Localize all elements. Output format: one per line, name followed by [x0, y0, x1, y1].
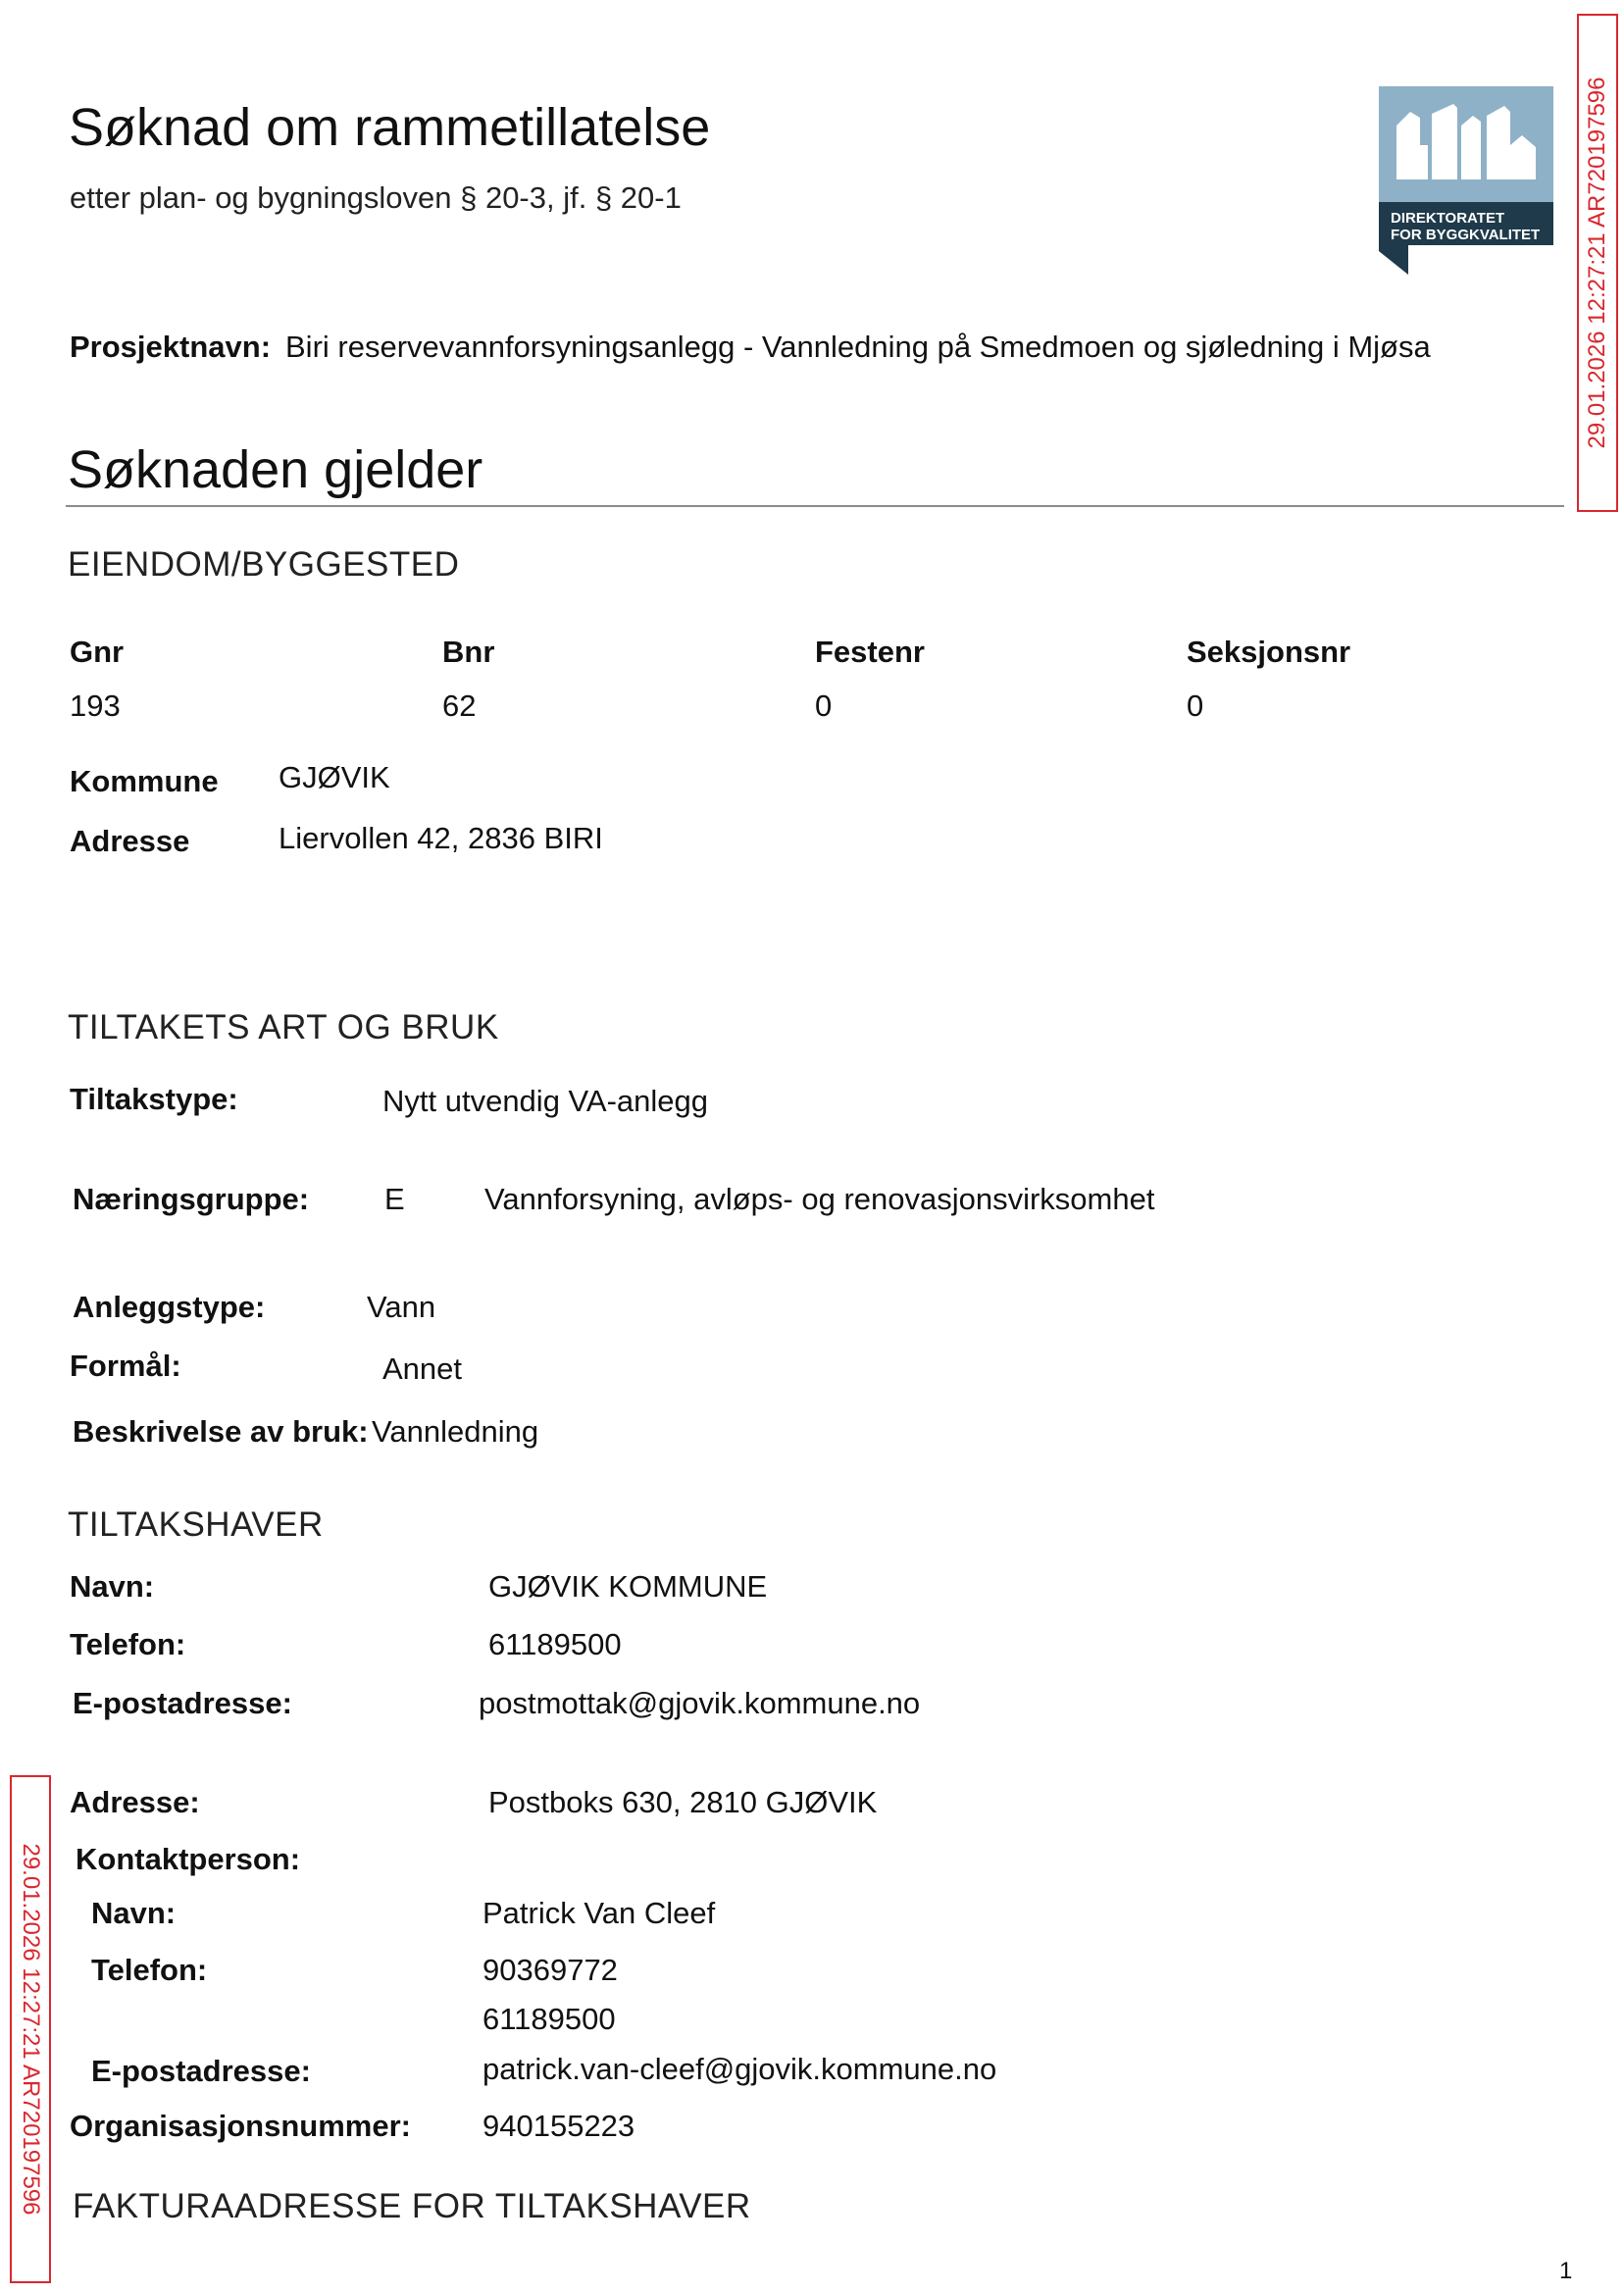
property-heading: EIENDOM/BYGGESTED	[68, 545, 460, 584]
th-epost-value: postmottak@gjovik.kommune.no	[479, 1686, 921, 1720]
th-telefon-label: Telefon:	[70, 1627, 186, 1661]
property-col-seksjonsnr: Seksjonsnr	[1187, 635, 1351, 669]
bruk-label: Beskrivelse av bruk:	[73, 1414, 369, 1449]
section-divider	[66, 505, 1564, 507]
project-label: Prosjektnavn:	[70, 330, 272, 364]
anleggstype-value: Vann	[367, 1290, 436, 1324]
logo-line-1: DIREKTORATET	[1391, 210, 1505, 227]
th-navn-value: GJØVIK KOMMUNE	[488, 1569, 768, 1604]
stamp-bottom-left-text: 29.01.2026 12:27:21 AR720197596	[18, 1843, 44, 2216]
kp-navn-value: Patrick Van Cleef	[482, 1896, 716, 1930]
kp-navn-label: Navn:	[91, 1896, 177, 1930]
formal-value: Annet	[382, 1351, 463, 1386]
tiltakstype-label: Tiltakstype:	[70, 1082, 238, 1116]
th-telefon-value: 61189500	[488, 1627, 622, 1661]
property-val-festenr: 0	[815, 688, 833, 723]
kommune-label: Kommune	[70, 764, 219, 798]
formal-label: Formål:	[70, 1349, 181, 1383]
th-adresse-value: Postboks 630, 2810 GJØVIK	[488, 1785, 878, 1819]
naering-value: Vannforsyning, avløps- og renovasjonsvirksomhet	[484, 1182, 1155, 1216]
kp-epost-value: patrick.van-cleef@gjovik.kommune.no	[482, 2052, 997, 2086]
orgnr-value: 940155223	[482, 2109, 635, 2143]
anleggstype-label: Anleggstype:	[73, 1290, 266, 1324]
orgnr-label: Organisasjonsnummer:	[70, 2109, 411, 2143]
stamp-top-right	[1577, 14, 1618, 512]
property-val-seksjonsnr: 0	[1187, 688, 1204, 723]
faktura-heading: FAKTURAADRESSE FOR TILTAKSHAVER	[73, 2187, 751, 2225]
tiltakshaver-heading: TILTAKSHAVER	[68, 1505, 324, 1544]
document-title: Søknad om rammetillatelse	[69, 98, 711, 157]
property-val-bnr: 62	[442, 688, 477, 723]
kp-telefon-value-1: 90369772	[482, 1953, 618, 1987]
tiltak-heading: TILTAKETS ART OG BRUK	[68, 1008, 499, 1046]
property-col-gnr: Gnr	[70, 635, 125, 669]
naering-label: Næringsgruppe:	[73, 1182, 310, 1216]
bruk-value: Vannledning	[372, 1414, 539, 1449]
section-title: Søknaden gjelder	[68, 440, 483, 499]
th-adresse-label: Adresse:	[70, 1785, 200, 1819]
naering-code: E	[384, 1182, 405, 1216]
kp-telefon-label: Telefon:	[91, 1953, 208, 1987]
kontaktperson-label: Kontaktperson:	[76, 1842, 301, 1876]
stamp-bottom-left	[10, 1775, 51, 2283]
th-epost-label: E-postadresse:	[73, 1686, 292, 1720]
kommune-value: GJØVIK	[279, 760, 390, 794]
adresse-value: Liervollen 42, 2836 BIRI	[279, 821, 603, 855]
th-navn-label: Navn:	[70, 1569, 155, 1604]
tiltakstype-value: Nytt utvendig VA-anlegg	[382, 1084, 709, 1118]
logo-flag	[1379, 245, 1408, 275]
property-col-festenr: Festenr	[815, 635, 925, 669]
adresse-label: Adresse	[70, 824, 190, 858]
page-number: 1	[1559, 2258, 1573, 2284]
kp-epost-label: E-postadresse:	[91, 2054, 311, 2088]
project-value: Biri reservevannforsyningsanlegg - Vannledning på Smedmoen og sjøledning i Mjøsa	[285, 330, 1431, 364]
dibk-logo	[1379, 86, 1553, 275]
logo-line-2: FOR BYGGKVALITET	[1391, 227, 1541, 243]
document-subtitle: etter plan- og bygningsloven § 20-3, jf. § 20-1	[70, 180, 682, 215]
property-val-gnr: 193	[70, 688, 121, 723]
property-col-bnr: Bnr	[442, 635, 495, 669]
stamp-top-right-text: 29.01.2026 12:27:21 AR720197596	[1584, 76, 1610, 449]
kp-telefon-value-2: 61189500	[482, 2002, 616, 2036]
